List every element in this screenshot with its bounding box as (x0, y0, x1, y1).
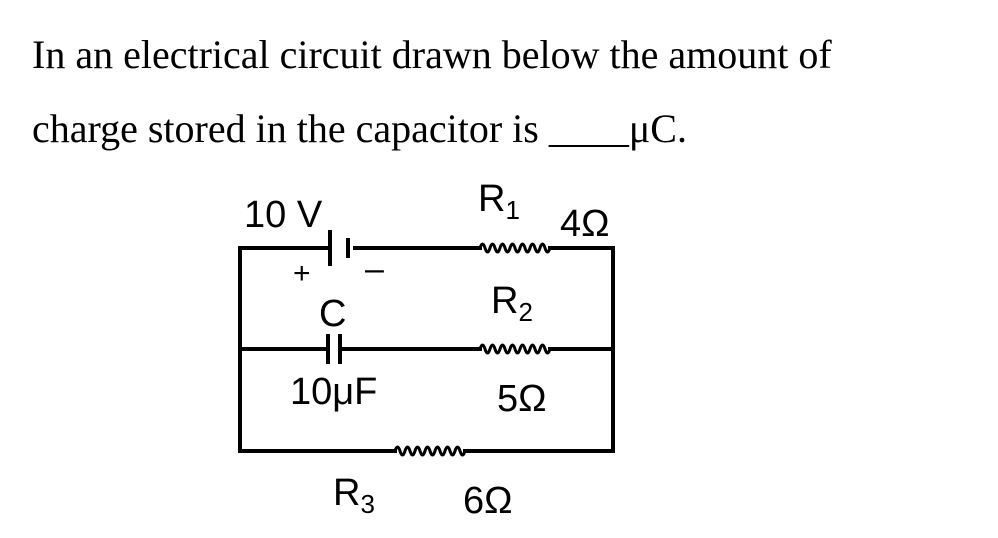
bottom-branch (240, 447, 613, 455)
resistor-r2-value: 5Ω (497, 378, 547, 420)
battery-positive-sign: + (293, 257, 311, 290)
resistor-r3-value: 6Ω (463, 480, 513, 522)
resistor-r2-label: $R_2$ (491, 280, 533, 327)
question-line-1: In an electrical circuit drawn below the amount of (32, 32, 832, 77)
battery-voltage-label: 10 V (244, 194, 323, 236)
capacitor-value-label: 10μF (290, 371, 378, 413)
battery-negative-sign: – (365, 250, 384, 288)
resistor-r1-symbol (480, 244, 550, 252)
resistor-r1-value: 4Ω (560, 203, 610, 245)
resistor-r3-symbol (395, 447, 465, 455)
capacitor-name-label: C (319, 293, 347, 335)
resistor-r2-symbol (480, 345, 550, 353)
battery-symbol (330, 232, 348, 264)
capacitor-symbol (328, 336, 340, 362)
middle-branch (240, 336, 613, 362)
question-line-2: charge stored in the capacitor is ____μC. (32, 106, 687, 151)
resistor-r3-label: $R_3$ (333, 472, 375, 519)
resistor-r1-label: $R_1$ (478, 178, 520, 225)
